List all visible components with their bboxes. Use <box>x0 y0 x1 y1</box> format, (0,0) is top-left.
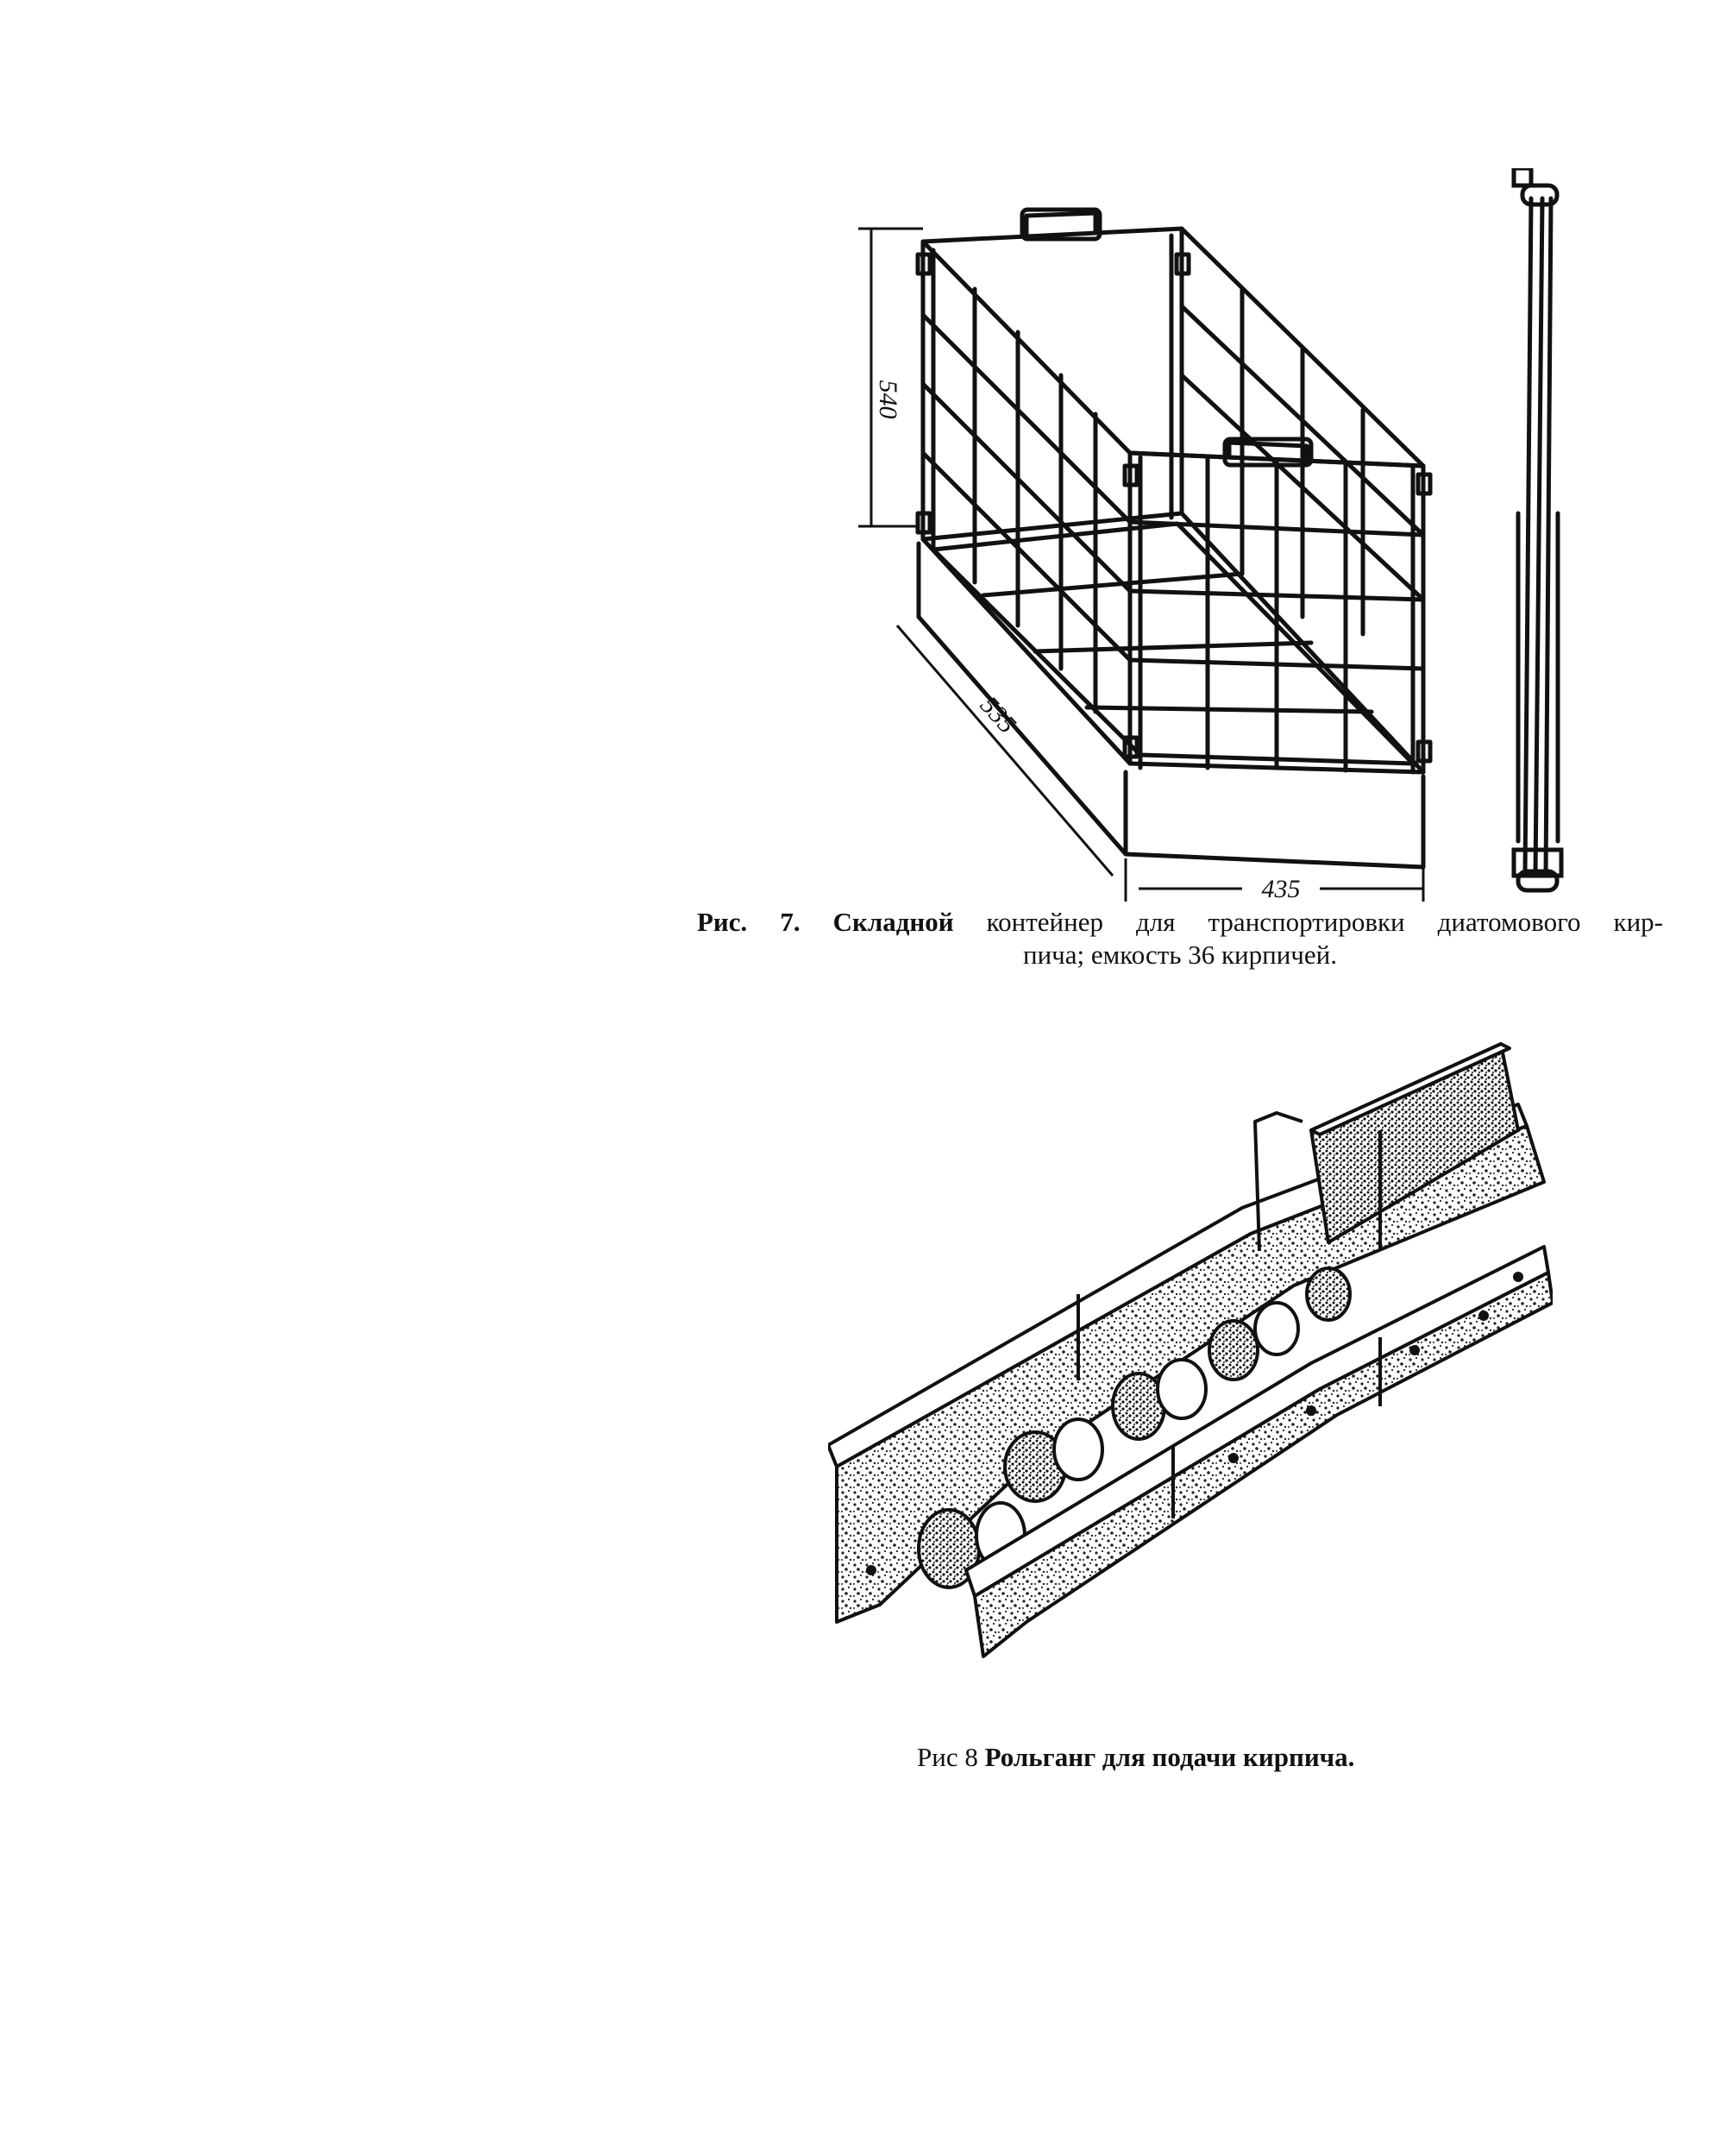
figure-7-caption <box>697 906 1663 971</box>
dimension-height: 540 <box>874 380 902 419</box>
figure-7 <box>828 168 1691 910</box>
figure-8 <box>828 1018 1553 1743</box>
figure-7-text-line1: контейнер для транспортировки диатомового кир- <box>986 907 1664 937</box>
figure-7-title: Складной <box>832 907 954 937</box>
dimension-width: 435 <box>1261 875 1301 903</box>
container-drawing <box>828 168 1691 910</box>
figure-8-caption <box>917 1741 1521 1774</box>
folded-container-view <box>1514 168 1561 890</box>
figure-8-text: Рольганг для подачи кирпича. <box>984 1742 1355 1772</box>
figure-8-number: Рис 8 <box>917 1742 978 1772</box>
figure-7-number: Рис. 7. <box>697 907 800 937</box>
roller-conveyor-drawing <box>828 1018 1553 1743</box>
dimension-depth: 535 <box>974 690 1022 739</box>
figure-7-text-line2: пича; емкость 36 кирпичей. <box>1023 940 1337 970</box>
